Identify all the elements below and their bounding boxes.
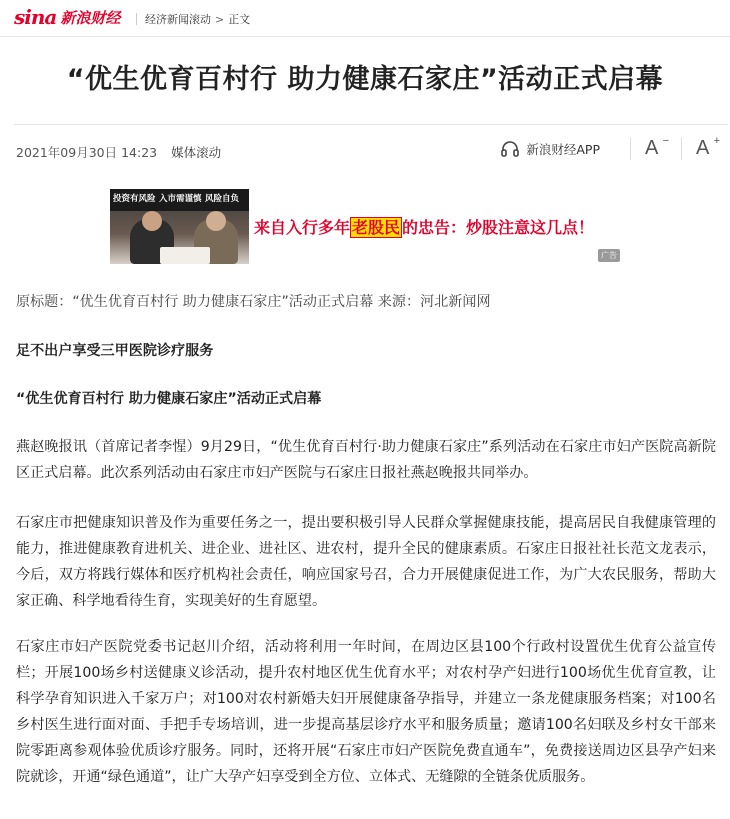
- breadcrumb: [136, 11, 250, 27]
- font-increase-icon: A: [696, 137, 710, 159]
- title-divider: [14, 124, 728, 125]
- app-label: 新浪财经APP: [526, 142, 600, 157]
- paragraph: 燕赵晚报讯（首席记者李惺）9月29日，“优生优育百村行·助力健康石家庄”系列活动在石家庄市妇产医院高新院区正式启幕。此次系列活动由石家庄市妇产医院与石家庄日报社燕赵晚报共同举办。: [16, 439, 716, 481]
- minus-icon: −: [662, 135, 669, 147]
- ad-tag: 风险自负: [205, 194, 240, 204]
- app-download-link[interactable]: [500, 139, 600, 159]
- paragraph: 石家庄市把健康知识普及作为重要任务之一，提出要积极引导人民群众掌握健康技能，提高居民自我健康管理的能力，推进健康教育进机关、进企业、进社区、进农村，提升全民的健康素质。石家庄日报社社长范文龙表示，今后，双方将践行媒体和医疗机构社会责任，响应国家号召，合力开展健康促进工作，为广大农民服务，帮助大家正确、科学地看待生育，实现美好的生育愿望。: [16, 515, 716, 609]
- logo-finance-text: 新浪财经: [60, 8, 121, 27]
- article-source[interactable]: 媒体滚动: [171, 145, 222, 160]
- paragraph: 石家庄市妇产医院党委书记赵川介绍，活动将利用一年时间，在周边区县100个行政村设置优生优育公益宣传栏；开展100场乡村送健康义诊活动，提升农村地区优生优育水平；对农村孕产妇进行100场优生优育宣教，让科学孕育知识进入千家万户；对100对农村新婚夫妇开展健康备孕指导，并建立一条龙健康服务档案；对100名乡村医生进行面对面、手把手专场培训，进一步提高基层诊疗水平和服务质量；邀请100名妇联及乡村女干部来院零距离参观体验优质诊疗服务。同时，还将开展“石家庄市妇产医院免费直通车”，免费接送周边区县孕产妇来院就诊，开通“绿色通道”，让广大孕产妇享受到全方位、立体式、无缝隙的全链条优质服务。: [16, 639, 716, 785]
- ad-tag: 投资有风险: [113, 194, 156, 204]
- article-title: “优生优育百村行 助力健康石家庄”活动正式启幕: [66, 64, 664, 95]
- breadcrumb-divider: [136, 13, 137, 25]
- logo-sina-text: sina: [14, 5, 57, 29]
- ad-text-before: 来自入行多年: [254, 218, 351, 237]
- ad-text-highlight: 老股民: [352, 218, 401, 237]
- top-navigation-bar: [0, 0, 730, 37]
- headphones-icon: [500, 139, 520, 159]
- ad-paper: [160, 247, 210, 264]
- ad-headline[interactable]: [254, 215, 594, 238]
- breadcrumb-section-link[interactable]: 经济新闻滚动: [145, 13, 211, 26]
- ad-person-figure: [142, 211, 162, 231]
- tools-divider: [630, 138, 631, 160]
- subheading: 足不出户享受三甲医院诊疗服务: [16, 343, 214, 359]
- ad-person-figure: [206, 211, 226, 231]
- subheading: “优生优育百村行 助力健康石家庄”活动正式启幕: [16, 391, 322, 407]
- article-tools: [500, 137, 720, 161]
- breadcrumb-separator: >: [215, 12, 225, 26]
- advertisement-banner[interactable]: [110, 189, 622, 264]
- ad-tag: 入市需谨慎: [159, 194, 202, 204]
- font-decrease-icon: A: [645, 137, 659, 159]
- ad-image: [110, 189, 249, 264]
- publish-date: 2021年09月30日 14:23: [16, 145, 158, 160]
- font-decrease-button[interactable]: [645, 137, 669, 161]
- sina-finance-logo[interactable]: [14, 5, 120, 29]
- ad-text-after: 的忠告：炒股注意这几点！: [402, 218, 595, 237]
- ad-badge: 广告: [598, 249, 620, 262]
- original-title-line: 原标题：“优生优育百村行 助力健康石家庄”活动正式启幕 来源：河北新闻网: [16, 294, 491, 310]
- plus-icon: +: [713, 135, 720, 147]
- breadcrumb-current: 正文: [228, 13, 251, 26]
- font-increase-button[interactable]: [696, 137, 720, 161]
- tools-divider: [681, 138, 682, 160]
- article-meta: [16, 143, 221, 161]
